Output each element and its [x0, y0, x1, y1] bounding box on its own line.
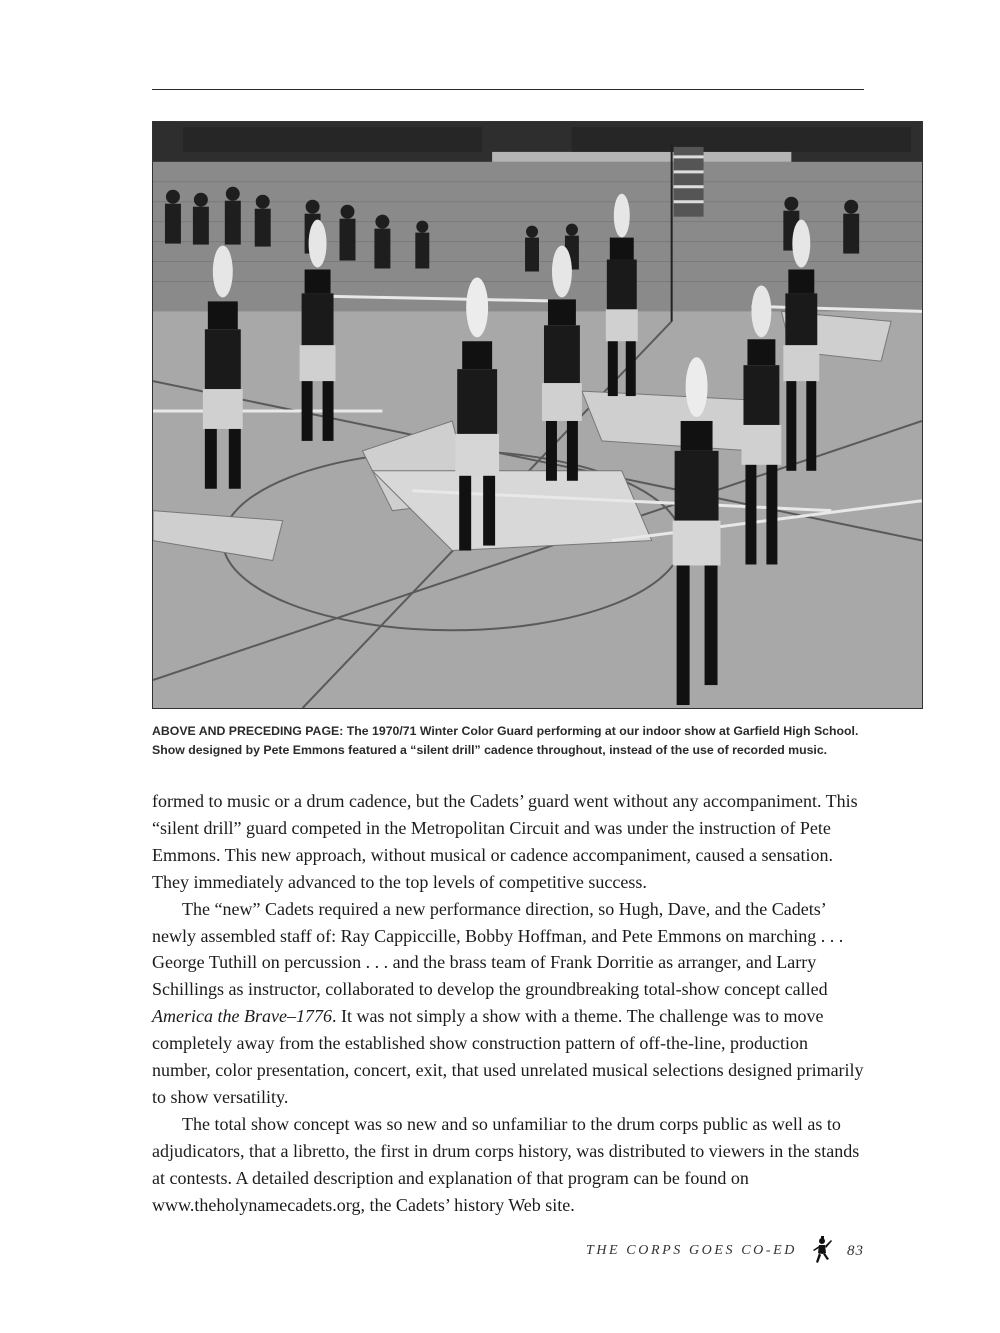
paragraph-2-after: . It was not simply a show with a theme. The challenge was to move completely away from the established show construction pattern of off-the-line, production number, color presentation, concert, exit, that used unrelated musical selections designed primarily to show versatility. [152, 1006, 864, 1107]
show-title: America the Brave–1776 [152, 1006, 332, 1027]
running-footer [540, 1236, 864, 1266]
paragraph-2 [152, 896, 864, 1111]
chapter-title: THE CORPS GOES CO-ED [585, 1243, 797, 1258]
paragraph-2-before: The “new” Cadets required a new performance direction, so Hugh, Dave, and the Cadets’ newly assembled staff of: Ray Cappiccille, Bobby Hoffman, and Pete Emmons on marching . . . George Tuthill on percussion . . . and the brass team of Frank Dorritie as arranger, and Larry Schillings as instructor, collaborated to develop the groundbreaking total-show concept called [152, 898, 844, 1000]
caption-text: The 1970/71 Winter Color Guard performing at our indoor show at Garfield High School. Show designed by Pete Emmons featured a “silent drill” cadence throughout, instead of the use of recorded music. [152, 724, 859, 757]
caption-lead: ABOVE AND PRECEDING PAGE: [152, 724, 344, 738]
paragraph-3: The total show concept was so new and so unfamiliar to the drum corps public as well as to adjudicators, that a libretto, the first in drum corps history, was distributed to viewers in the stands at contests. A detailed description and explanation of that program can be found on www.theholynamecadets.org, the Cadets’ history Web site. [152, 1113, 860, 1215]
photo-caption [152, 722, 892, 760]
photo-illustration [153, 122, 922, 708]
drum-major-silhouette-icon [809, 1236, 833, 1266]
paragraph-1: formed to music or a drum cadence, but the Cadets’ guard went without any accompaniment. This “silent drill” guard competed in the Metropolitan Circuit and was under the instruction of Pete Emmons. This new approach, without musical or cadence accompaniment, caused a sensation. They immediately advanced to the top levels of competitive success. [152, 791, 858, 892]
page-number: 83 [847, 1242, 864, 1259]
body-text [152, 788, 864, 1219]
header-rule [152, 89, 864, 90]
color-guard-photo [152, 121, 923, 709]
